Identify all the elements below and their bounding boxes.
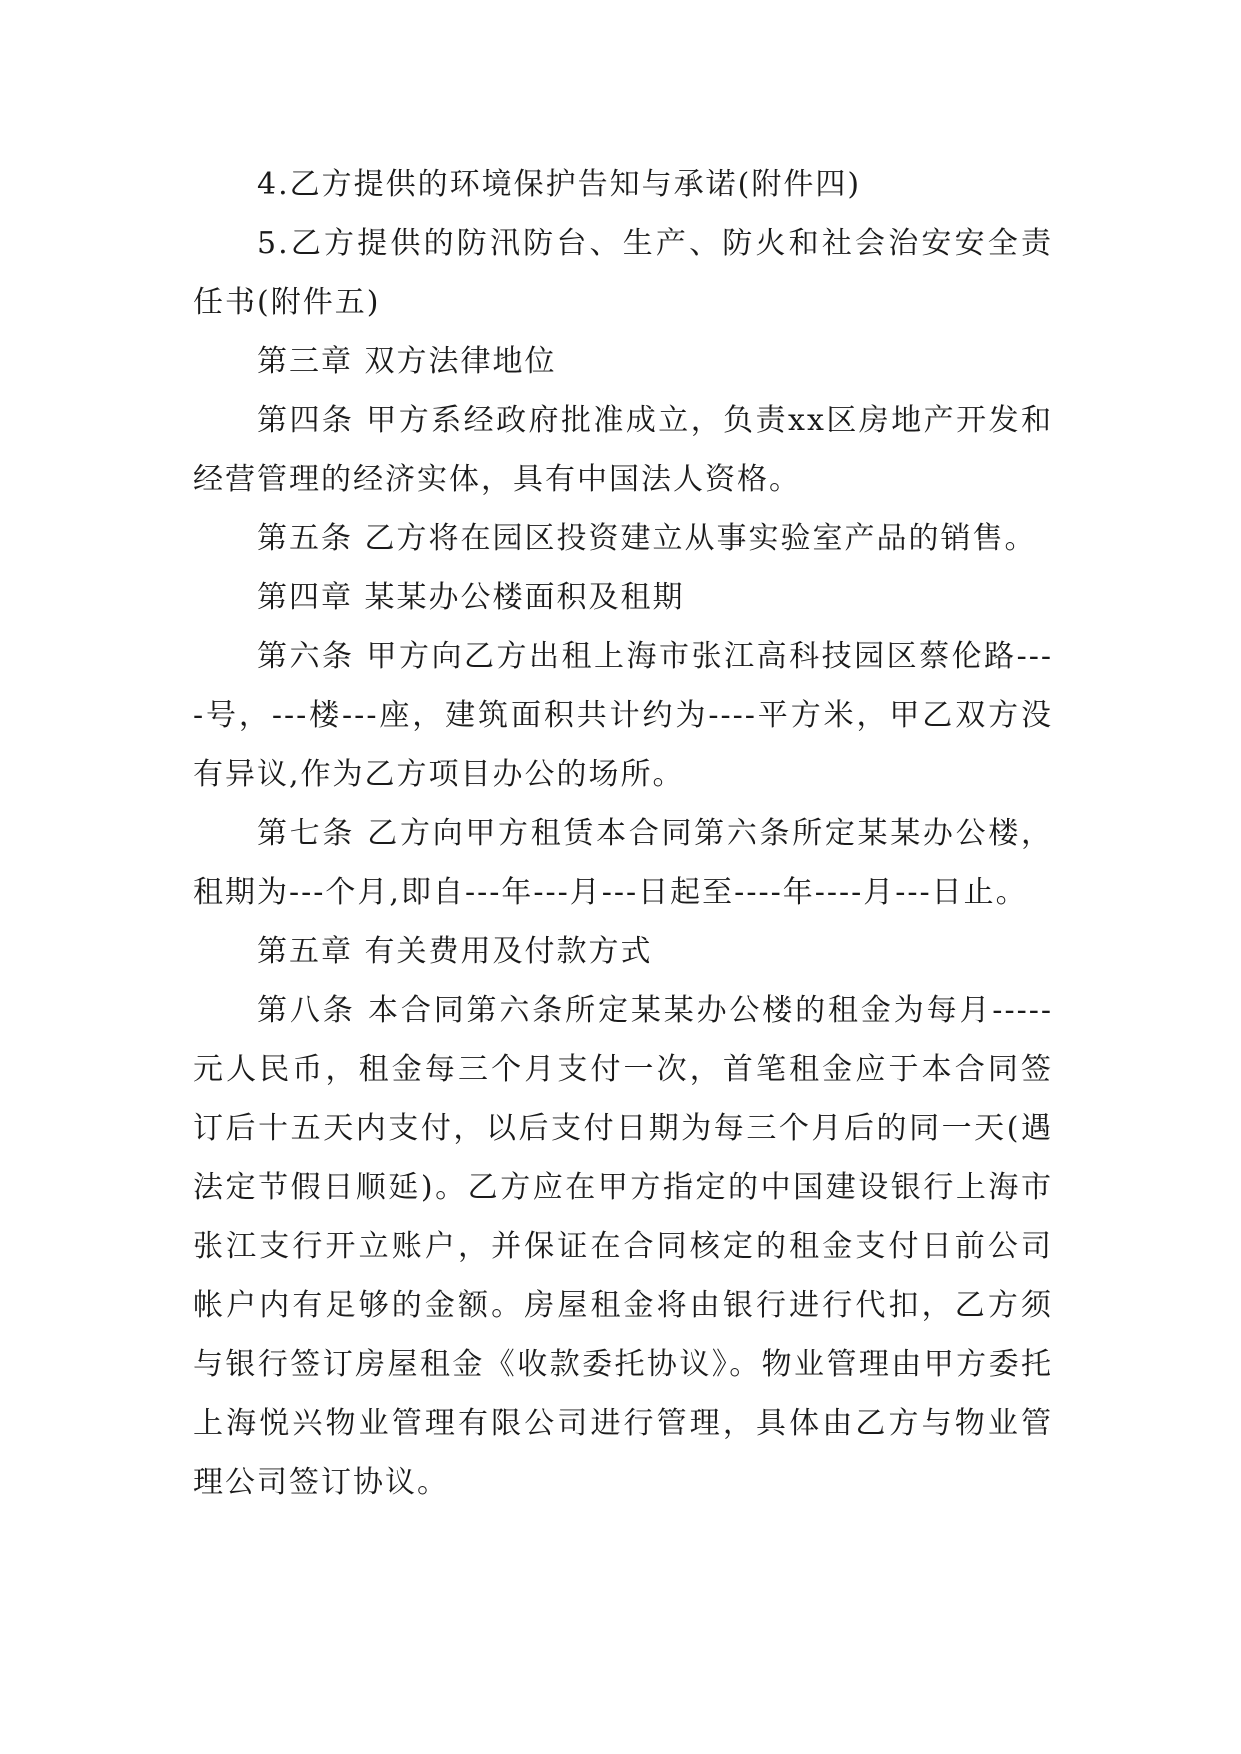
paragraph-attachment-5: 5.乙方提供的防汛防台、生产、防火和社会治安安全责任书(附件五) (193, 226, 1053, 320)
article-6: 第六条 甲方向乙方出租上海市张江高科技园区蔡伦路----号，---楼---座，建筑面积共计约为----平方米，甲乙双方没有异议,作为乙方项目办公的场所。 (193, 639, 1053, 792)
article-8: 第八条 本合同第六条所定某某办公楼的租金为每月-----元人民币，租金每三个月支付一次，首笔租金应于本合同签订后十五天内支付，以后支付日期为每三个月后的同一天(遇法定节假日顺延)。乙方应在甲方指定的中国建设银行上海市张江支行开立账户，并保证在合同核定的租金支付日前公司帐户内有足够的金额。房屋租金将由银行进行代扣，乙方须与银行签订房屋租金《收款委托协议》。物业管理由甲方委托上海悦兴物业管理有限公司进行管理，具体由乙方与物业管理公司签订协议。 (193, 993, 1053, 1500)
paragraph-attachment-4: 4.乙方提供的环境保护告知与承诺(附件四) (257, 167, 862, 202)
article-4: 第四条 甲方系经政府批准成立，负责xx区房地产开发和经营管理的经济实体，具有中国法人资格。 (193, 403, 1053, 497)
article-7: 第七条 乙方向甲方租赁本合同第六条所定某某办公楼，租期为---个月,即自---年---月---日起至----年----月---日止。 (193, 816, 1053, 910)
chapter-3-heading: 第三章 双方法律地位 (257, 344, 557, 379)
chapter-4-heading: 第四章 某某办公楼面积及租期 (257, 580, 685, 615)
document-body (193, 155, 1053, 1512)
chapter-5-heading: 第五章 有关费用及付款方式 (257, 934, 653, 969)
article-5: 第五条 乙方将在园区投资建立从事实验室产品的销售。 (257, 521, 1037, 556)
